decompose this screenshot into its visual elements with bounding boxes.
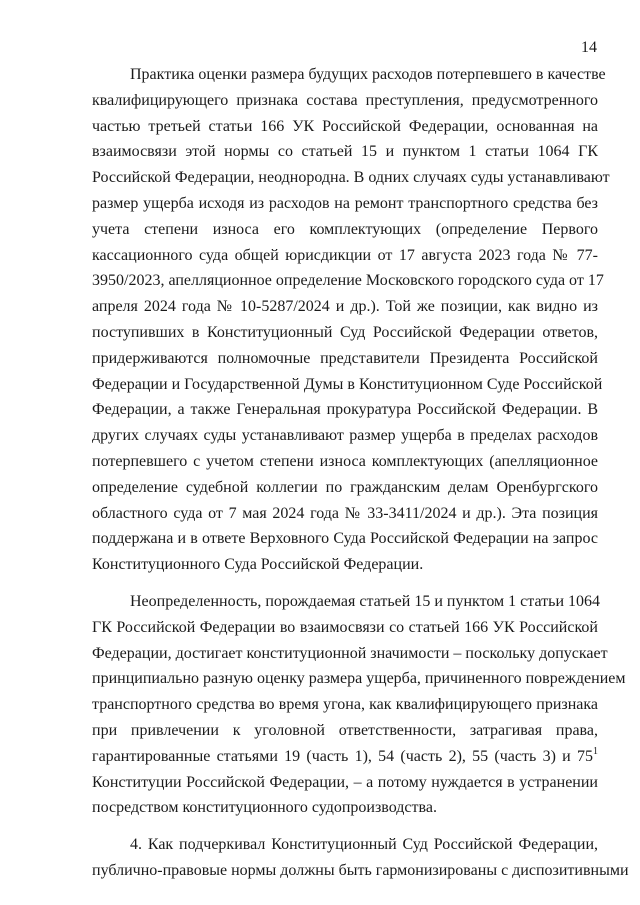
- document-body: [92, 62, 629, 884]
- text-line: других случаях суды устанавливают размер ущерба в пределах расходов: [92, 427, 598, 445]
- text-line: Федерации и Государственной Думы в Конституционном Суде Российской: [92, 375, 603, 393]
- paragraph-1: [92, 62, 610, 578]
- text-line: Практика оценки размера будущих расходов потерпевшего в качестве: [130, 66, 606, 83]
- text-line: ГК Российской Федерации во взаимосвязи со статьей 166 УК Российской: [92, 618, 598, 636]
- text-line: Российской Федерации, неоднородна. В одних случаях суды устанавливают: [92, 169, 610, 187]
- text-line: 4. Как подчеркивал Конституционный Суд Российской Федерации,: [130, 836, 598, 854]
- paragraph-3: [92, 832, 629, 884]
- text-line: определение судебной коллегии по гражданским делам Оренбургского: [92, 478, 598, 496]
- text-line: придерживаются полномочные представители Президента Российской: [92, 349, 598, 367]
- page-number: 14: [581, 39, 597, 56]
- text-line: Федерации, достигает конституционной значимости – поскольку допускает: [92, 644, 608, 662]
- text-line: 3950/2023, апелляционное определение Московского городского суда от 17: [92, 272, 604, 290]
- text-line: потерпевшего с учетом степени износа комплектующих (апелляционное: [92, 452, 598, 470]
- text-line: взаимосвязи этой нормы со статьей 15 и пунктом 1 статьи 1064 ГК: [92, 143, 598, 161]
- text-line-with-footnote: [92, 744, 598, 770]
- text-line: поддержана и в ответе Верховного Суда Российской Федерации на запрос: [92, 530, 598, 548]
- text-line: областного суда от 7 мая 2024 года № 33-3411/2024 и др.). Эта позиция: [92, 504, 598, 522]
- text-line: Конституционного Суда Российской Федерации.: [92, 556, 424, 574]
- text-line: Неопределенность, порождаемая статьей 15 и пунктом 1 статьи 1064: [130, 592, 600, 610]
- paragraph-2: [92, 589, 626, 821]
- text-line: размер ущерба исходя из расходов на ремонт транспортного средства без: [92, 194, 598, 212]
- text-line: кассационного суда общей юрисдикции от 17 августа 2023 года № 77-: [92, 246, 598, 264]
- text-line: транспортного средства во время угона, как квалифицирующего признака: [92, 696, 598, 714]
- text-line: поступивших в Конституционный Суд Российской Федерации ответов,: [92, 323, 598, 341]
- text-line: квалифицирующего признака состава преступления, предусмотренного: [92, 91, 598, 109]
- text-line: публично-правовые нормы должны быть гармонизированы с диспозитивными: [92, 861, 629, 879]
- superscript-1: 1: [593, 745, 598, 757]
- text-line: Федерации, а также Генеральная прокуратура Российской Федерации. В: [92, 401, 598, 419]
- text-line: посредством конституционного судопроизводства.: [92, 799, 437, 817]
- text-line: Конституции Российской Федерации, – а потому нуждается в устранении: [92, 773, 598, 791]
- text-line: принципиально разную оценку размера ущерба, причиненного повреждением: [92, 670, 626, 688]
- text-line: гарантированные статьями 19 (часть 1), 54 (часть 2), 55 (часть 3) и 75: [92, 747, 593, 765]
- text-line: учета степени износа его комплектующих (определение Первого: [92, 220, 598, 238]
- text-line: частью третьей статьи 166 УК Российской Федерации, основанная на: [92, 117, 598, 135]
- text-line: при привлечении к уголовной ответственности, затрагивая права,: [92, 721, 598, 739]
- text-line: апреля 2024 года № 10-5287/2024 и др.). Той же позиции, как видно из: [92, 298, 598, 316]
